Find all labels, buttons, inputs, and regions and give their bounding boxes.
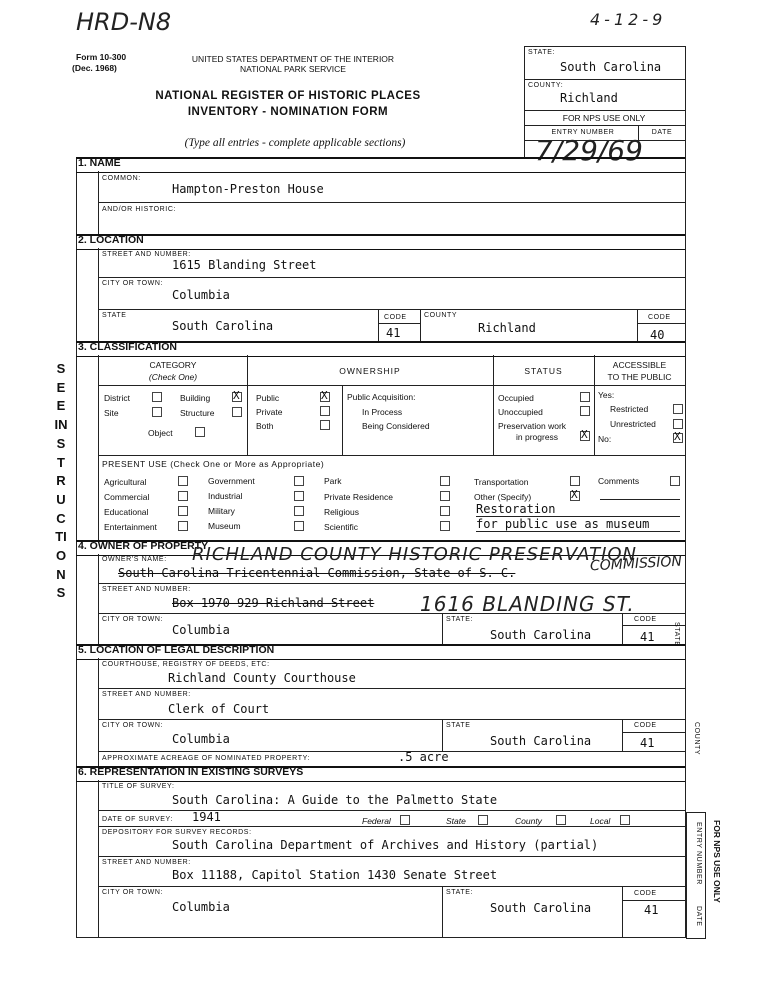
survey-state-value[interactable]: South Carolina [490, 901, 592, 915]
own-private: Private [256, 407, 283, 417]
section-1-title: 1. NAME [78, 157, 121, 169]
park-checkbox[interactable] [440, 476, 450, 486]
use-scientific: Scientific [324, 522, 359, 532]
no-mark: X [674, 430, 681, 443]
form-title: NATIONAL REGISTER OF HISTORIC PLACES [155, 90, 421, 102]
check-one-label: (Check One) [148, 372, 198, 382]
use-religious: Religious [324, 507, 359, 517]
margin-state-label: STATE [673, 622, 680, 647]
survey-state: State [446, 816, 466, 826]
common-name[interactable]: Hampton-Preston House [172, 182, 324, 196]
museum-checkbox[interactable] [294, 521, 304, 531]
both-checkbox[interactable] [320, 420, 330, 430]
department: UNITED STATES DEPARTMENT OF THE INTERIOR [191, 54, 395, 64]
unrestricted-checkbox[interactable] [673, 419, 683, 429]
location-street-label: STREET AND NUMBER: [102, 251, 191, 258]
building-mark: X [233, 389, 240, 402]
date-label: DATE [651, 129, 673, 136]
form-number: Form 10-300 [76, 52, 127, 62]
section-5-title: 5. LOCATION OF LEGAL DESCRIPTION [78, 644, 275, 656]
state-checkbox[interactable] [478, 815, 488, 825]
acreage[interactable]: .5 acre [398, 750, 449, 764]
common-label: COMMON: [102, 175, 141, 182]
form-date: (Dec. 1968) [72, 63, 117, 73]
historic-label: AND/OR HISTORIC: [102, 206, 177, 213]
other-specify-2[interactable]: for public use as museum [476, 517, 650, 531]
access-restricted: Restricted [610, 404, 649, 414]
status-header: STATUS [524, 366, 563, 376]
nps-use-label: FOR NPS USE ONLY [562, 113, 646, 123]
present-use-label: PRESENT USE (Check One or More as Appropriate) [102, 459, 325, 469]
side-county-label: COUNTY: [528, 82, 564, 89]
industrial-checkbox[interactable] [294, 491, 304, 501]
use-entertainment: Entertainment [104, 522, 157, 532]
use-other: Other (Specify) [474, 492, 532, 502]
survey-code[interactable]: 41 [644, 903, 659, 917]
handwritten-owner-cont: COMMISSION [589, 553, 683, 575]
entertainment-checkbox[interactable] [178, 521, 188, 531]
location-county-label: COUNTY [424, 312, 458, 319]
cat-object: Object [148, 428, 173, 438]
use-museum: Museum [208, 521, 241, 531]
use-military: Military [208, 506, 235, 516]
location-county-code[interactable]: 40 [650, 328, 665, 342]
survey-street[interactable]: Box 11188, Capitol Station 1430 Senate Street [172, 868, 498, 882]
owner-city-label: CITY OR TOWN: [102, 616, 164, 623]
status-unoccupied: Unoccupied [498, 407, 543, 417]
cat-site: Site [104, 408, 119, 418]
handwritten-id: HRD-N8 [76, 8, 172, 36]
access-no: No: [598, 434, 612, 444]
survey-city-label: CITY OR TOWN: [102, 889, 164, 896]
handwritten-street: 1616 BLANDING ST. [420, 592, 635, 616]
legal-street[interactable]: Clerk of Court [168, 702, 270, 716]
public-acquisition-label: Public Acquisition: [347, 392, 416, 402]
comments-checkbox[interactable] [670, 476, 680, 486]
in-process-label: In Process [362, 407, 403, 417]
entry-number-label: ENTRY NUMBER [551, 129, 615, 136]
courthouse-label: COURTHOUSE, REGISTRY OF DEEDS, ETC: [102, 661, 270, 668]
handwritten-date: 4-12-9 [590, 10, 667, 29]
handwritten-entry-date: 7/29/69 [535, 134, 643, 167]
access-yes: Yes: [598, 390, 615, 400]
owner-state[interactable]: South Carolina [490, 628, 592, 642]
educational-checkbox[interactable] [178, 506, 188, 516]
private-checkbox[interactable] [320, 406, 330, 416]
transportation-checkbox[interactable] [570, 476, 580, 486]
survey-federal: Federal [362, 816, 391, 826]
being-considered-label: Being Considered [362, 421, 430, 431]
acreage-label: APPROXIMATE ACREAGE OF NOMINATED PROPERTY: [102, 755, 311, 762]
restricted-checkbox[interactable] [673, 404, 683, 414]
ownership-header: OWNERSHIP [339, 366, 401, 376]
cat-structure: Structure [180, 408, 215, 418]
margin-nps-label: FOR NPS USE ONLY [712, 820, 722, 903]
side-state-value: South Carolina [560, 60, 662, 74]
own-public: Public [256, 393, 280, 403]
margin-date-label: DATE [695, 906, 702, 927]
see-instructions-margin: SEE INSTRUCTIONS [54, 361, 68, 601]
owner-code-label: CODE [634, 616, 657, 623]
survey-title-label: TITLE OF SURVEY: [102, 783, 175, 790]
county-checkbox[interactable] [556, 815, 566, 825]
legal-code-label: CODE [634, 722, 657, 729]
owner-city[interactable]: Columbia [172, 623, 230, 637]
margin-county-label: COUNTY [693, 722, 700, 756]
legal-street-label: STREET AND NUMBER: [102, 691, 191, 698]
category-header: CATEGORY [149, 360, 197, 370]
section-6-title: 6. REPRESENTATION IN EXISTING SURVEYS [78, 766, 304, 778]
margin-entry-label: ENTRY NUMBER [695, 822, 702, 885]
form-subtitle: INVENTORY - NOMINATION FORM [187, 106, 389, 118]
scientific-checkbox[interactable] [440, 521, 450, 531]
legal-state[interactable]: South Carolina [490, 734, 592, 748]
unoccupied-checkbox[interactable] [580, 406, 590, 416]
use-educational: Educational [104, 507, 149, 517]
private-residence-checkbox[interactable] [440, 491, 450, 501]
agricultural-checkbox[interactable] [178, 476, 188, 486]
survey-code-label: CODE [634, 890, 657, 897]
handwritten-owner: RICHLAND COUNTY HISTORIC PRESERVATION [192, 544, 638, 565]
legal-state-label: STATE [446, 722, 471, 729]
status-occupied: Occupied [498, 393, 534, 403]
survey-local: Local [590, 816, 611, 826]
other-specify-1[interactable]: Restoration [476, 502, 556, 516]
side-state-label: STATE: [528, 49, 556, 56]
use-industrial: Industrial [208, 491, 243, 501]
service: NATIONAL PARK SERVICE [240, 64, 346, 74]
use-government: Government [208, 476, 255, 486]
structure-checkbox[interactable] [232, 407, 242, 417]
military-checkbox[interactable] [294, 506, 304, 516]
legal-code[interactable]: 41 [640, 736, 655, 750]
district-checkbox[interactable] [152, 392, 162, 402]
use-comments: Comments [598, 476, 640, 486]
depository[interactable]: South Carolina Department of Archives and History (partial) [172, 838, 599, 852]
survey-title[interactable]: South Carolina: A Guide to the Palmetto State [172, 793, 498, 807]
legal-city-label: CITY OR TOWN: [102, 722, 164, 729]
location-county[interactable]: Richland [478, 321, 536, 335]
public-mark: X [321, 389, 328, 402]
location-city-label: CITY OR TOWN: [102, 280, 164, 287]
use-private-residence: Private Residence [324, 492, 393, 502]
use-park: Park [324, 476, 342, 486]
commercial-checkbox[interactable] [178, 491, 188, 501]
owner-name-label: OWNER'S NAME: [102, 556, 167, 563]
accessible-header: ACCESSIBLE [612, 360, 667, 370]
legal-city[interactable]: Columbia [172, 732, 230, 746]
own-both: Both [256, 421, 274, 431]
survey-street-label: STREET AND NUMBER: [102, 859, 191, 866]
section-4-title: 4. OWNER OF PROPERTY [78, 540, 209, 552]
status-in-progress: in progress [516, 432, 559, 442]
location-state[interactable]: South Carolina [172, 319, 274, 333]
location-state-label: STATE [102, 312, 127, 319]
federal-checkbox[interactable] [400, 815, 410, 825]
occupied-checkbox[interactable] [580, 392, 590, 402]
object-checkbox[interactable] [195, 427, 205, 437]
owner-code[interactable]: 41 [640, 630, 655, 644]
access-unrestricted: Unrestricted [610, 419, 656, 429]
depository-label: DEPOSITORY FOR SURVEY RECORDS: [102, 829, 252, 836]
survey-county: County [515, 816, 542, 826]
site-checkbox[interactable] [152, 407, 162, 417]
owner-street-label: STREET AND NUMBER: [102, 586, 191, 593]
side-county-value: Richland [560, 91, 618, 105]
owner-name-struck[interactable]: South Carolina Tricentennial Commission, State of S. C. [118, 566, 516, 580]
location-county-code-label: CODE [648, 314, 671, 321]
instructions: (Type all entries - complete applicable sections) [184, 137, 406, 149]
survey-date-label: DATE OF SURVEY: [102, 816, 173, 823]
owner-street-struck[interactable]: Box 1970 929 Richland Street [172, 596, 375, 610]
survey-date[interactable]: 1941 [192, 810, 221, 824]
location-state-code[interactable]: 41 [386, 326, 401, 340]
location-state-code-label: CODE [384, 314, 407, 321]
other-mark: X [571, 488, 578, 501]
section-2-title: 2. LOCATION [78, 234, 144, 246]
government-checkbox[interactable] [294, 476, 304, 486]
status-preservation: Preservation work [498, 421, 567, 431]
cat-district: District [104, 393, 130, 403]
preservation-mark: X [581, 428, 588, 441]
section-3-title: 3. CLASSIFICATION [78, 341, 177, 353]
use-commercial: Commercial [104, 492, 150, 502]
religious-checkbox[interactable] [440, 506, 450, 516]
local-checkbox[interactable] [620, 815, 630, 825]
survey-state-label: STATE: [446, 889, 474, 896]
survey-city[interactable]: Columbia [172, 900, 230, 914]
use-transportation: Transportation [474, 477, 529, 487]
to-public-header: TO THE PUBLIC [607, 372, 672, 382]
owner-state-label: STATE: [446, 616, 474, 623]
courthouse[interactable]: Richland County Courthouse [168, 671, 356, 685]
use-agricultural: Agricultural [104, 477, 147, 487]
location-street[interactable]: 1615 Blanding Street [172, 258, 317, 272]
location-city[interactable]: Columbia [172, 288, 230, 302]
cat-building: Building [180, 393, 211, 403]
